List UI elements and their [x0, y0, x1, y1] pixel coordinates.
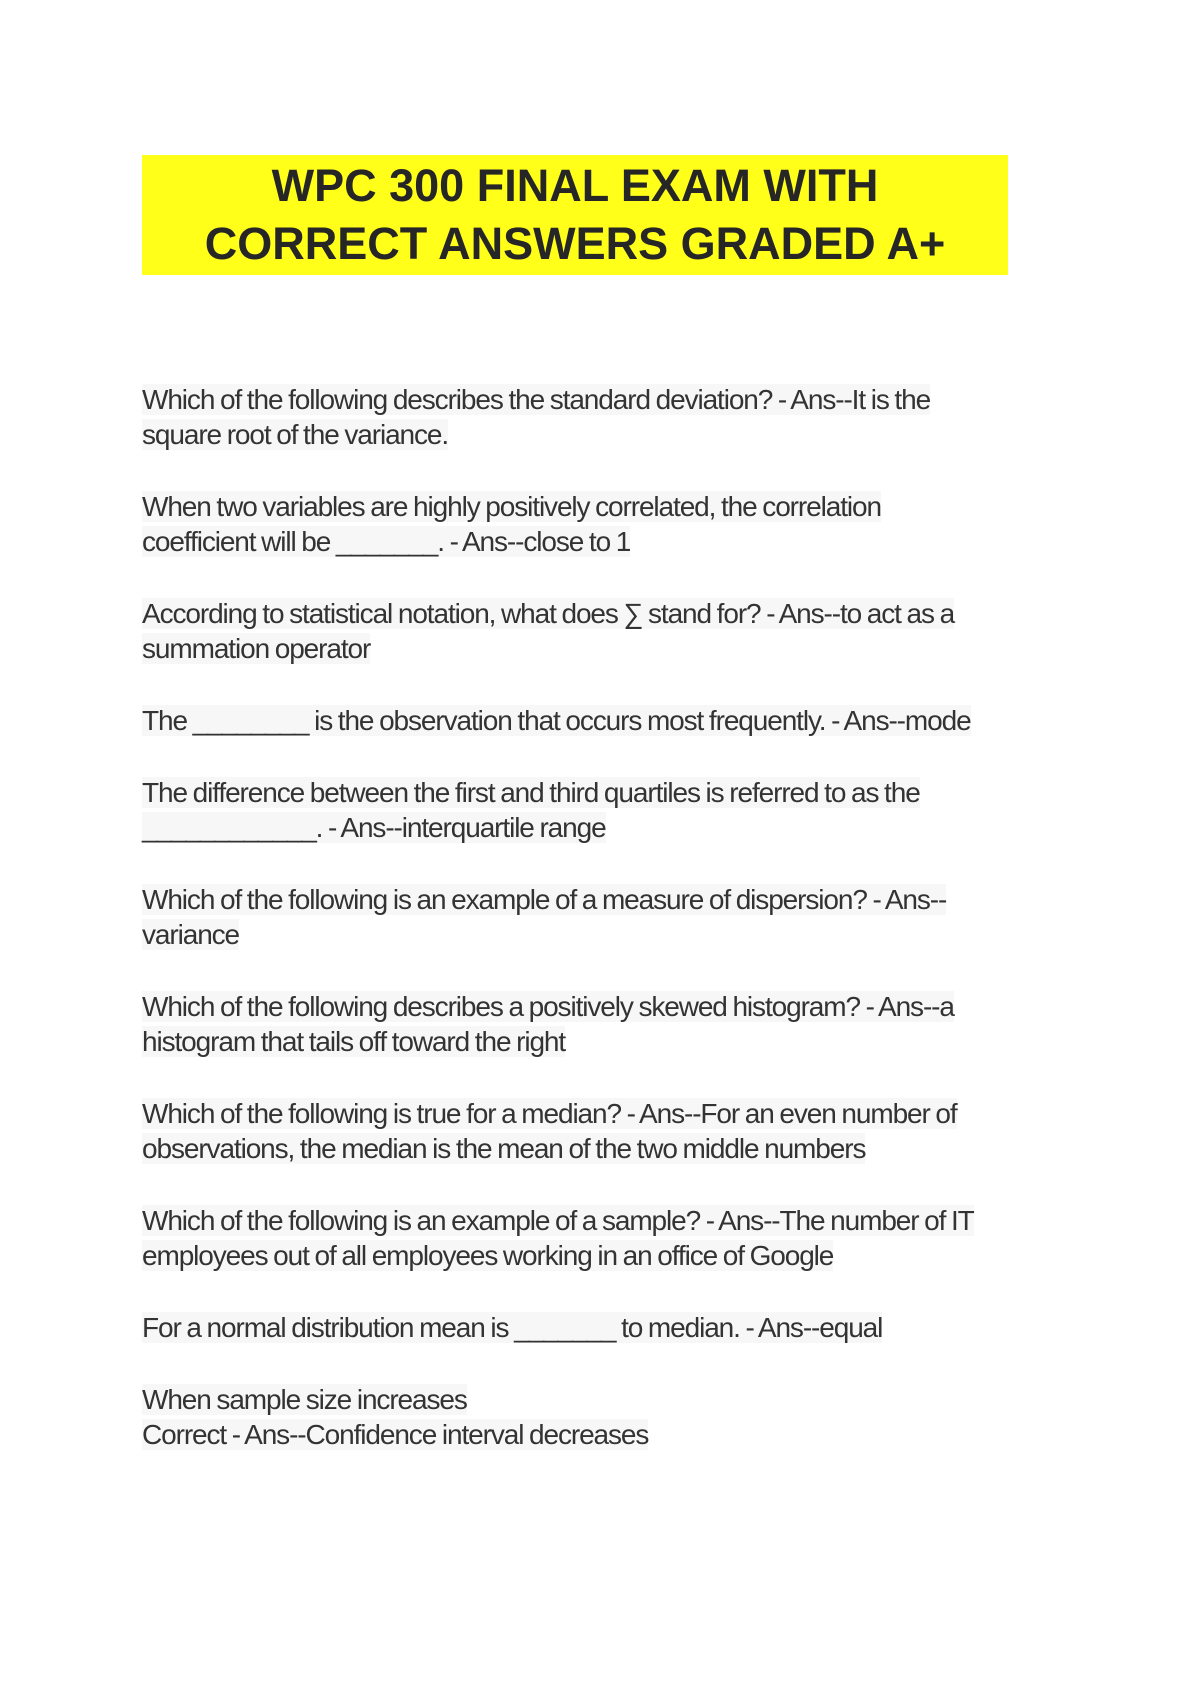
qa-item-text: According to statistical notation, what does ∑ stand for? - Ans--to act as a: [142, 598, 955, 629]
qa-item-text: When sample size increases: [142, 1384, 467, 1415]
qa-item-text: The ________ is the observation that occurs most frequently. - Ans--mode: [142, 705, 971, 736]
qa-item-text: Which of the following is an example of a measure of dispersion? - Ans--: [142, 884, 947, 915]
title-banner: [142, 155, 1008, 275]
qa-item-text: For a normal distribution mean is _______ to median. - Ans--equal: [142, 1312, 883, 1343]
qa-item-text: observations, the median is the mean of the two middle numbers: [142, 1133, 866, 1164]
qa-item-text: Correct - Ans--Confidence interval decreases: [142, 1419, 649, 1450]
qa-item-11: [142, 1382, 1042, 1452]
qa-item-3: [142, 596, 1042, 666]
qa-item-9: [142, 1203, 1042, 1273]
qa-item-text: Which of the following is an example of a sample? - Ans--The number of IT: [142, 1205, 974, 1236]
question-answer-list: [142, 382, 1042, 1489]
qa-item-text: coefficient will be _______. - Ans--close to 1: [142, 526, 631, 557]
qa-item-text: square root of the variance.: [142, 419, 449, 450]
qa-item-text: variance: [142, 919, 240, 950]
qa-item-text: summation operator: [142, 633, 371, 664]
qa-item-text: Which of the following describes the standard deviation? - Ans--It is the: [142, 384, 931, 415]
qa-item-text: employees out of all employees working in an office of Google: [142, 1240, 834, 1271]
qa-item-6: [142, 882, 1042, 952]
qa-item-text: Which of the following is true for a median? - Ans--For an even number of: [142, 1098, 957, 1129]
qa-item-text: Which of the following describes a positively skewed histogram? - Ans--a: [142, 991, 954, 1022]
title-line-2: CORRECT ANSWERS GRADED A+: [204, 218, 946, 269]
qa-item-5: [142, 775, 1042, 845]
qa-item-1: [142, 382, 1042, 452]
qa-item-text: When two variables are highly positively correlated, the correlation: [142, 491, 881, 522]
qa-item-7: [142, 989, 1042, 1059]
qa-item-4: [142, 703, 1042, 738]
qa-item-text: histogram that tails off toward the right: [142, 1026, 566, 1057]
qa-item-10: [142, 1310, 1042, 1345]
qa-item-text: ____________. - Ans--interquartile range: [142, 812, 606, 843]
title-line-1: WPC 300 FINAL EXAM WITH: [271, 160, 879, 211]
qa-item-8: [142, 1096, 1042, 1166]
qa-item-2: [142, 489, 1042, 559]
qa-item-text: The difference between the first and third quartiles is referred to as the: [142, 777, 920, 808]
